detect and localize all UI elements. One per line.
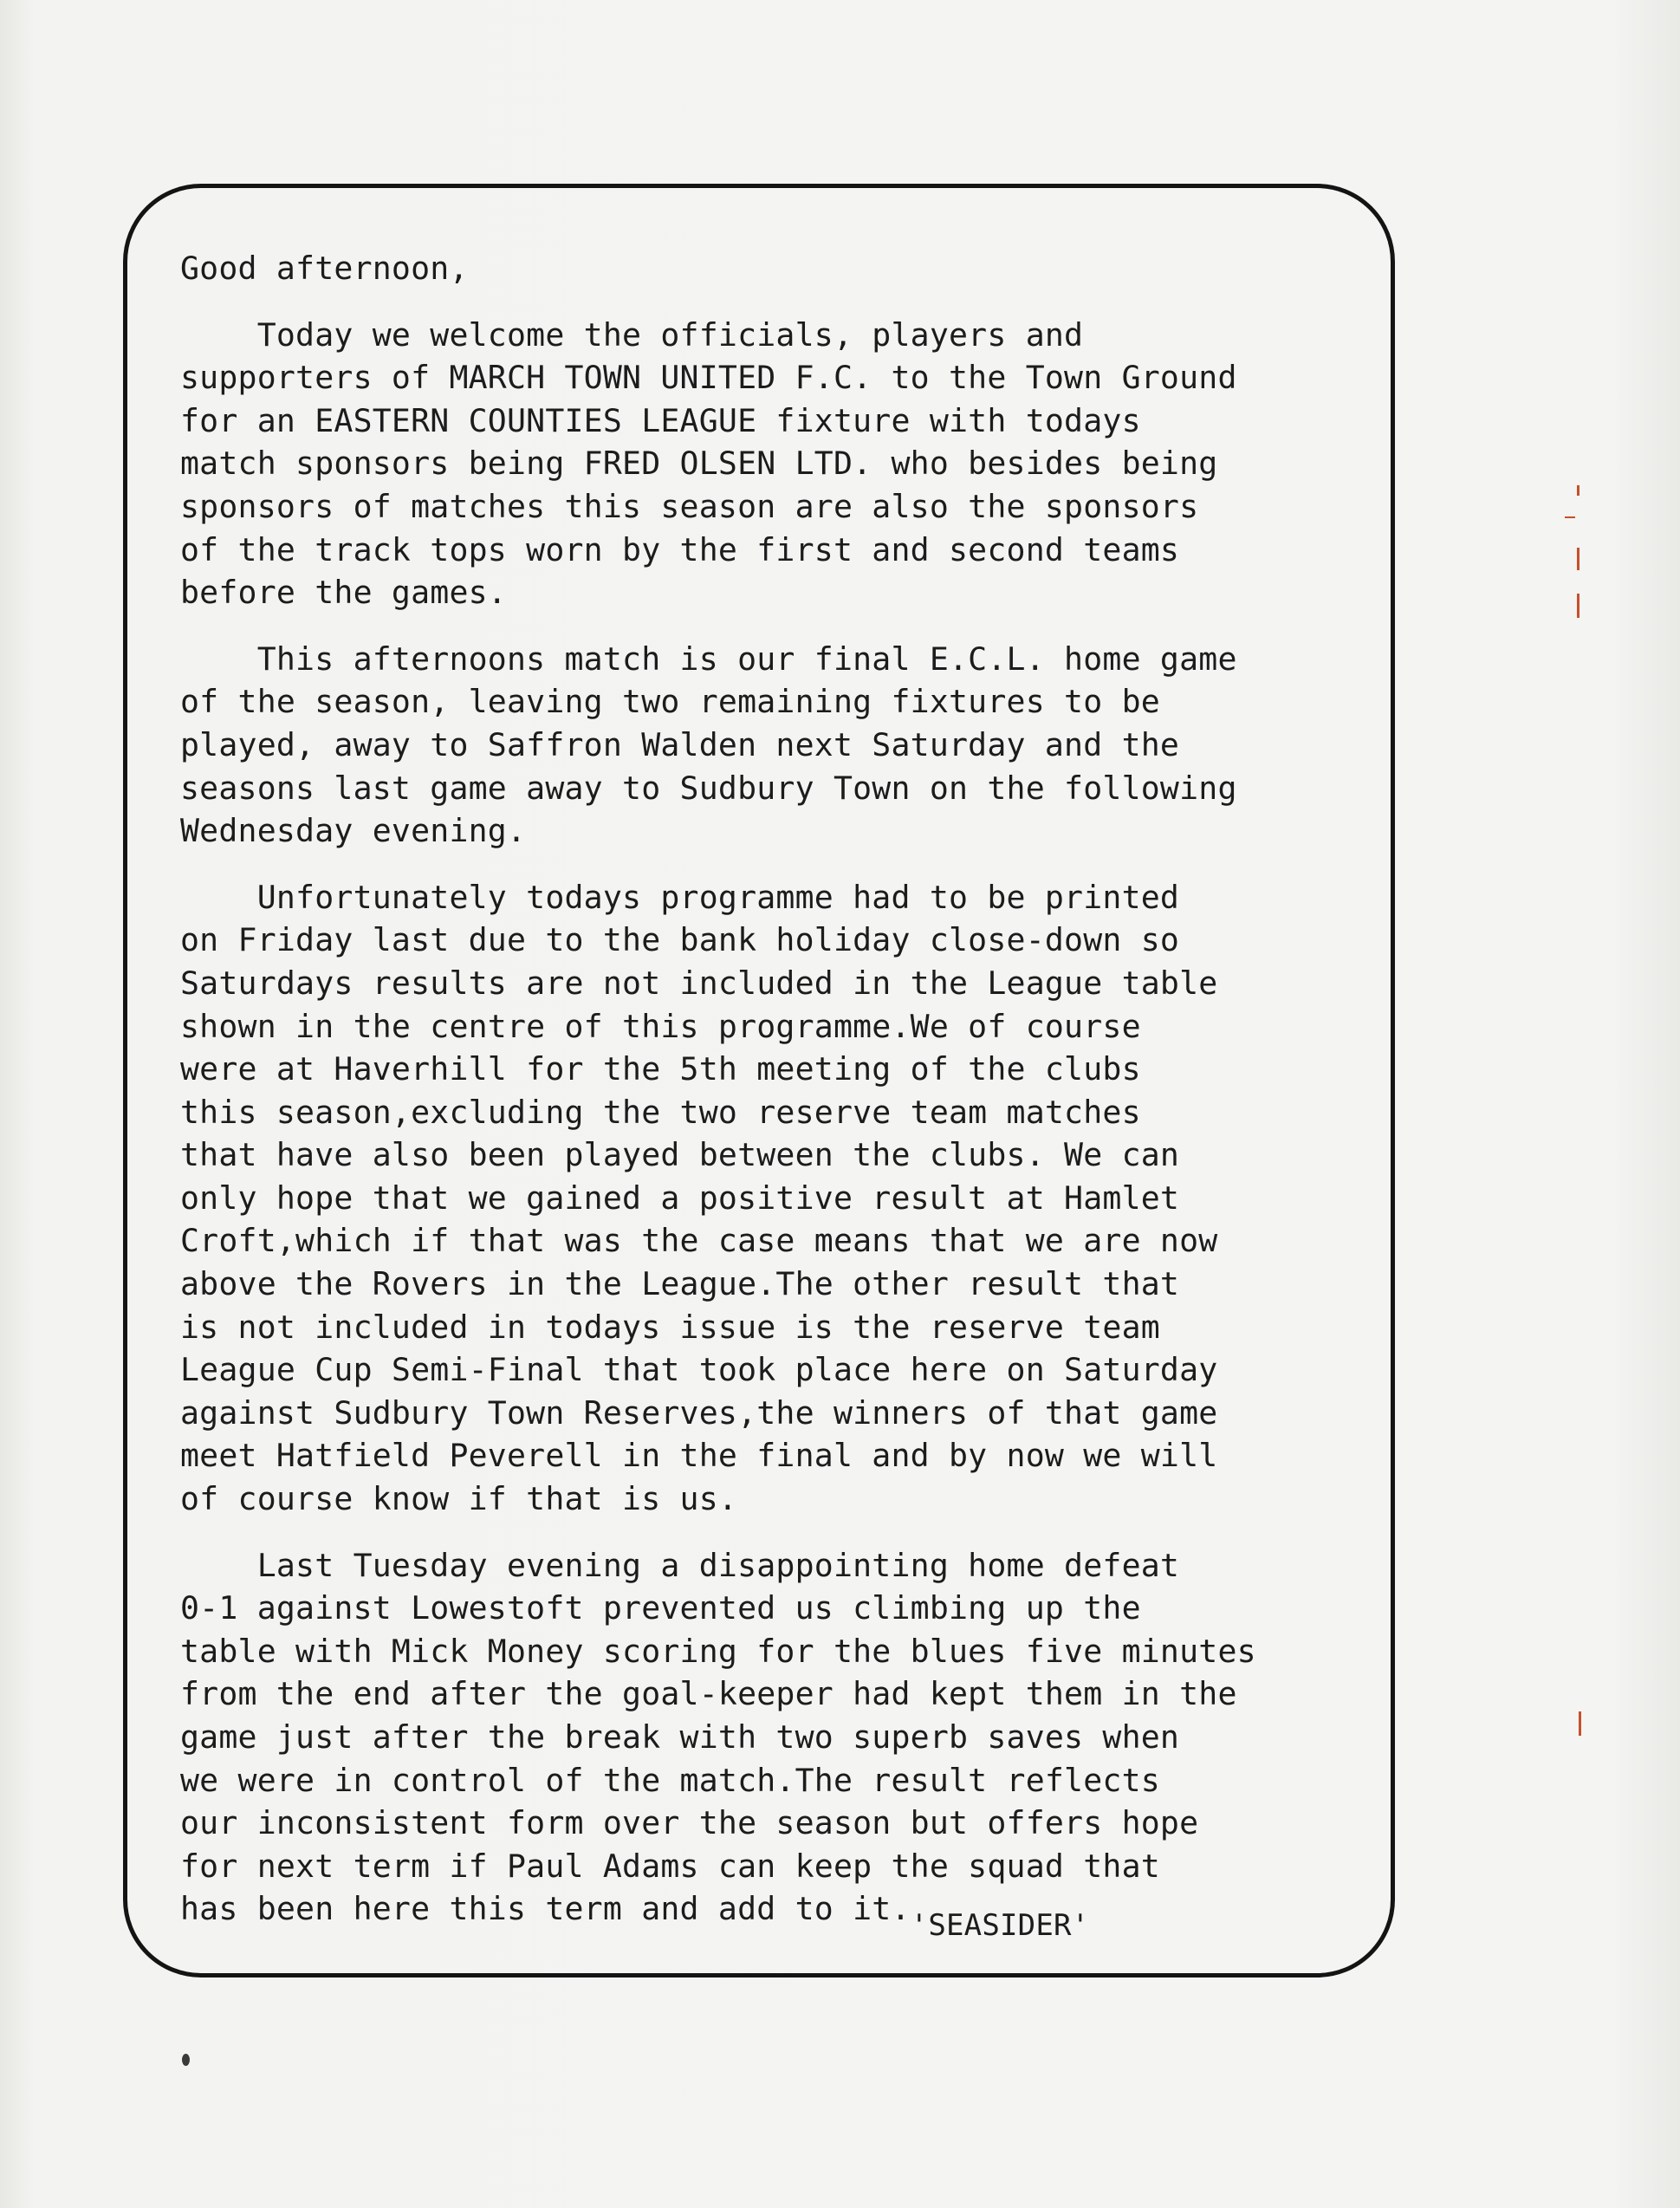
text-line: of the track tops worn by the first and second teams	[180, 530, 1180, 568]
text-line: table with Mick Money scoring for the blues five minutes	[180, 1632, 1256, 1670]
margin-mark	[1577, 485, 1579, 496]
text-line: we were in control of the match.The result reflects	[180, 1761, 1160, 1799]
text-line: League Cup Semi-Final that took place here on Saturday	[180, 1351, 1218, 1389]
letter-body	[180, 247, 1393, 1944]
text-line: on Friday last due to the bank holiday close-down so	[180, 921, 1180, 959]
text-line: played, away to Saffron Walden next Saturday and the	[180, 725, 1180, 763]
text-line: Wednesday evening.	[180, 812, 527, 850]
text-line: shown in the centre of this programme.We of course	[180, 1007, 1141, 1045]
closing-line	[180, 1887, 1393, 1944]
text-line: seasons last game away to Sudbury Town on the following	[180, 769, 1237, 807]
text-line: for next term if Paul Adams can keep the squad that	[180, 1847, 1160, 1885]
margin-mark	[1577, 594, 1579, 618]
greeting: Good afternoon,	[180, 250, 469, 287]
text-line: of the season, leaving two remaining fixtures to be	[180, 683, 1160, 721]
text-line: our inconsistent form over the season but offers hope	[180, 1804, 1199, 1842]
text-line: were at Haverhill for the 5th meeting of the clubs	[180, 1050, 1141, 1088]
closing-text: has been here this term and add to it.	[180, 1890, 911, 1928]
text-line: that have also been played between the clubs. We can	[180, 1136, 1180, 1174]
paragraph-gap	[180, 853, 1393, 876]
text-line: above the Rovers in the League.The other result that	[180, 1265, 1180, 1303]
signature: 'SEASIDER'	[910, 1908, 1090, 1944]
text-line: Last Tuesday evening a disappointing home defeat	[180, 1546, 1180, 1584]
paragraph-4	[180, 1544, 1393, 1944]
margin-mark	[1577, 548, 1579, 570]
text-line: Croft,which if that was the case means that we are now	[180, 1222, 1218, 1260]
text-line: This afternoons match is our final E.C.L. home game	[180, 640, 1237, 678]
text-line: Unfortunately todays programme had to be printed	[180, 878, 1180, 916]
text-line: of course know if that is us.	[180, 1480, 738, 1518]
text-line: 0-1 against Lowestoft prevented us climbing up the	[180, 1589, 1141, 1627]
text-line: Saturdays results are not included in the League table	[180, 964, 1218, 1002]
text-line: for an EASTERN COUNTIES LEAGUE fixture with todays	[180, 401, 1141, 439]
text-line: from the end after the goal-keeper had kept them in the	[180, 1675, 1237, 1713]
text-line: Today we welcome the officials, players and	[180, 315, 1084, 354]
paragraph-1	[180, 314, 1393, 614]
paragraph-3	[180, 876, 1393, 1521]
text-line: against Sudbury Town Reserves,the winners of that game	[180, 1393, 1218, 1432]
paragraph-gap	[180, 1521, 1393, 1544]
text-line: sponsors of matches this season are also the sponsors	[180, 487, 1199, 525]
text-line: match sponsors being FRED OLSEN LTD. who besides being	[180, 445, 1218, 483]
text-line: only hope that we gained a positive result at Hamlet	[180, 1179, 1180, 1217]
text-line: is not included in todays issue is the reserve team	[180, 1308, 1160, 1346]
margin-mark	[1565, 516, 1575, 518]
paragraph-2	[180, 638, 1393, 853]
text-line: meet Hatfield Peverell in the final and by now we will	[180, 1437, 1218, 1475]
margin-mark	[1579, 1711, 1581, 1736]
text-line: supporters of MARCH TOWN UNITED F.C. to the Town Ground	[180, 359, 1237, 397]
text-line: before the games.	[180, 574, 507, 612]
text-line: game just after the break with two superb saves when	[180, 1718, 1180, 1756]
text-line: this season,excluding the two reserve team matches	[180, 1093, 1141, 1131]
ink-spot	[182, 2054, 190, 2066]
paragraph-gap	[180, 614, 1393, 638]
